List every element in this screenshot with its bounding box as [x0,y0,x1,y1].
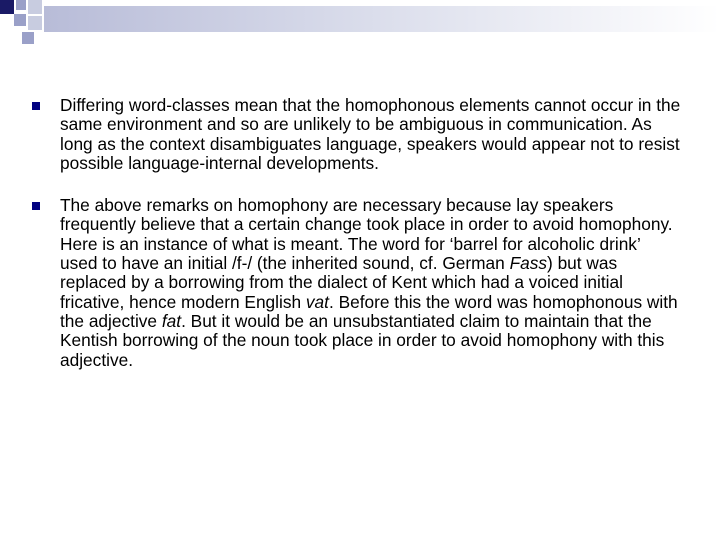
header-decoration-bar [44,6,720,32]
bullet-item-word-classes [32,96,682,173]
term-german-fass: Fass [509,253,548,274]
slide-body [32,96,682,393]
corner-square-mid [16,0,26,10]
corner-square-light [28,0,42,14]
square-bullet-icon [32,202,40,210]
bullet-item-homophony-remarks [32,196,682,370]
term-fat: fat [161,310,182,331]
bullet-text: The above remarks on homophony are necessary because lay speakers frequently believe that a certain change took place in order to avoid homophony. Here is an instance of what is meant. The word for ‘barrel for alcoholic drink’ used to have an initial /f-/ (the inherited sound, cf. German Fass) but was replaced by a borrowing from the dialect of Kent which had a voiced initial fricative, hence modern English vat. Before this the word was homophonous with the adjective fat. But it would be an unsubstantiated claim to maintain that the Kentish borrowing of the noun took place in order to avoid homophony with this adjective. [60,195,678,370]
bullet-text: Differing word-classes mean that the homophonous elements cannot occur in the same environment and so are unlikely to be ambiguous in communication. As long as the context disambiguates language, speakers would appear not to resist possible language-internal developments. [60,95,681,173]
corner-square-light-lower [28,16,42,30]
term-vat: vat [305,291,329,312]
corner-square-mid-bottom [22,32,34,44]
corner-square-dark [0,0,14,14]
square-bullet-icon [32,102,40,110]
corner-square-mid-lower [14,14,26,26]
